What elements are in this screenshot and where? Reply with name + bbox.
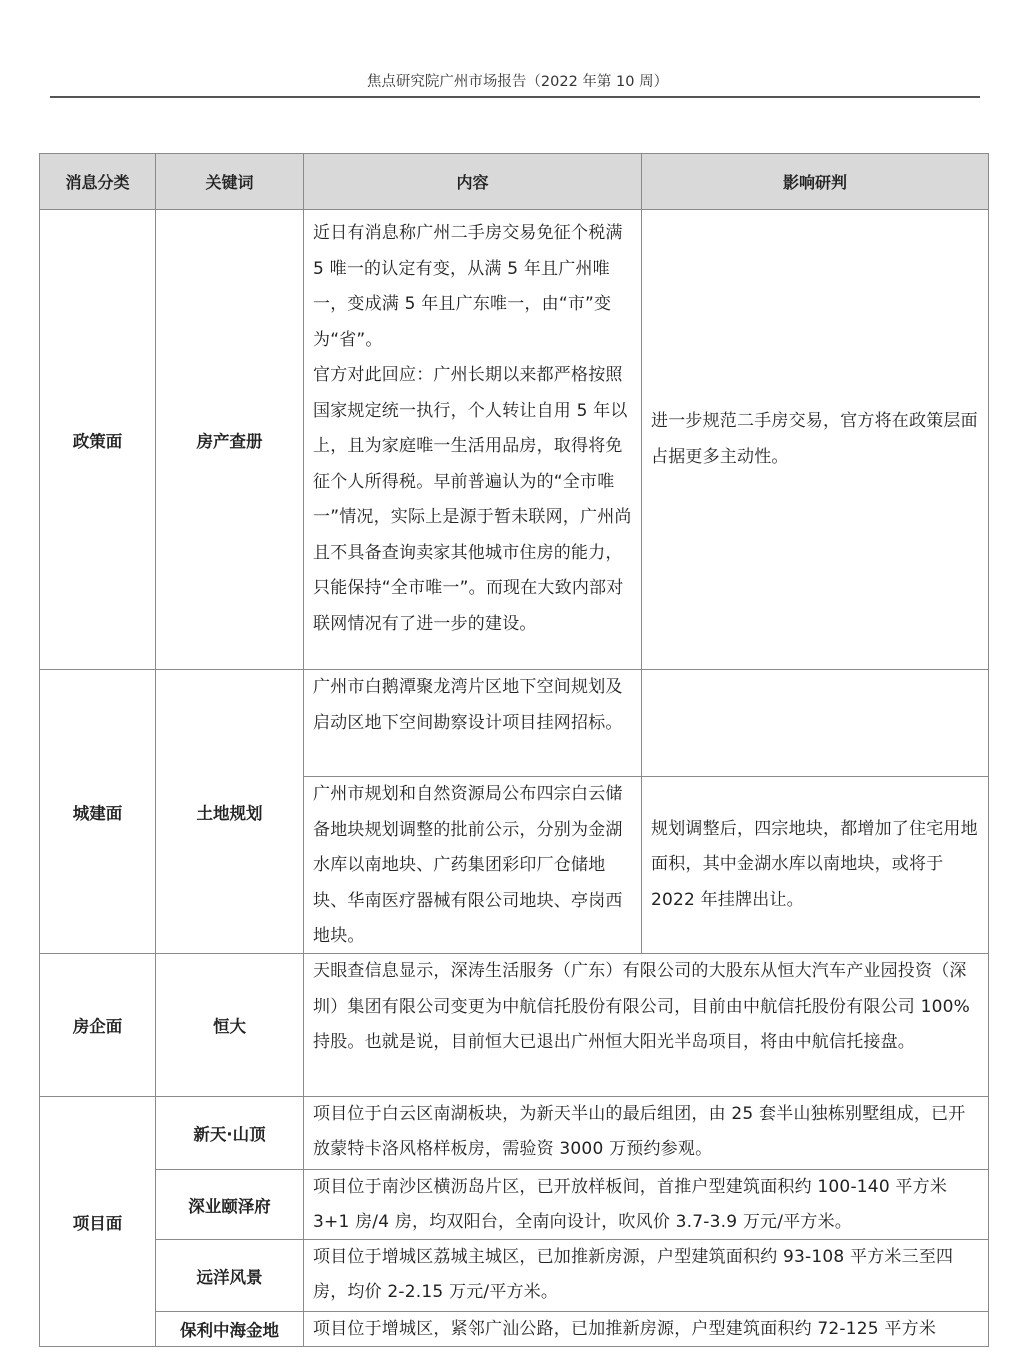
content-text: 天眼查信息显示，深涛生活服务（广东）有限公司的大股东从恒大汽车产业园投资（深圳）集团有限公司变更为中航信托股份有限公司，目前由中航信托股份有限公司 100%持股。也就是说，目前恒大已退出广州恒大阳光半岛项目，将由中航信托接盘。 xyxy=(313,961,971,1052)
keyword-cell: 远洋风景 xyxy=(155,1239,304,1312)
content-text: 广州市白鹅潭聚龙湾片区地下空间规划及启动区地下空间勘察设计项目挂网招标。 xyxy=(313,677,623,733)
keyword-cell: 新天·山顶 xyxy=(155,1096,304,1170)
content-cell xyxy=(303,953,989,1097)
category-cell: 项目面 xyxy=(39,1096,156,1347)
impact-cell xyxy=(641,669,989,777)
impact-cell xyxy=(641,776,989,954)
column-header-impact: 影响研判 xyxy=(641,153,989,210)
category-cell: 政策面 xyxy=(39,209,156,670)
content-text: 项目位于南沙区横沥岛片区，已开放样板间，首推户型建筑面积约 100-140 平方米 3+1 房/4 房，均双阳台，全南向设计，吹风价 3.7-3.9 万元/平方米。 xyxy=(313,1177,948,1232)
content-paragraph: 官方对此回应：广州长期以来都严格按照国家规定统一执行，个人转让自用 5 年以上，且为家庭唯一生活用品房，取得将免征个人所得税。早前普遍认为的“全市唯一”情况，实际上是源于暂未联网，广州尚且不具备查询卖家其他城市住房的能力，只能保持“全市唯一”。而现在大致内部对联网情况有了进一步的建设。 xyxy=(313,365,632,634)
category-cell: 城建面 xyxy=(39,669,156,954)
column-header-category: 消息分类 xyxy=(39,153,156,210)
content-text: 广州市规划和自然资源局公布四宗白云储备地块规划调整的批前公示，分别为金湖水库以南地块、广药集团彩印厂仓储地块、华南医疗器械有限公司地块、亭岗西地块。 xyxy=(313,784,623,946)
news-table xyxy=(39,153,989,1347)
content-paragraph: 近日有消息称广州二手房交易免征个税满 5 唯一的认定有变，从满 5 年且广州唯一，变成满 5 年且广东唯一，由“市”变为“省”。 xyxy=(313,223,623,350)
impact-text: 规划调整后，四宗地块，都增加了住宅用地面积，其中金湖水库以南地块，或将于 2022 年挂牌出让。 xyxy=(651,818,978,910)
content-cell xyxy=(303,1311,989,1347)
column-header-keyword: 关键词 xyxy=(155,153,304,210)
report-header-title: 焦点研究院广州市场报告（2022 年第 10 周） xyxy=(366,74,669,90)
content-text: 项目位于增城区，紧邻广汕公路，已加推新房源，户型建筑面积约 72-125 平方米 xyxy=(313,1319,937,1339)
content-cell xyxy=(303,669,642,777)
content-cell xyxy=(303,1169,989,1240)
impact-text: 进一步规范二手房交易，官方将在政策层面占据更多主动性。 xyxy=(651,411,978,467)
keyword-cell: 房产查册 xyxy=(155,209,304,670)
content-cell xyxy=(303,1239,989,1312)
keyword-cell: 保利中海金地 xyxy=(155,1311,304,1347)
content-text: 项目位于增城区荔城主城区，已加推新房源，户型建筑面积约 93-108 平方米三至四房，均价 2-2.15 万元/平方米。 xyxy=(313,1247,954,1302)
content-cell xyxy=(303,1096,989,1170)
category-cell: 房企面 xyxy=(39,953,156,1097)
column-header-content: 内容 xyxy=(303,153,642,210)
content-text: 项目位于白云区南湖板块，为新天半山的最后组团，由 25 套半山独栋别墅组成，已开放蒙特卡洛风格样板房，需验资 3000 万预约参观。 xyxy=(313,1104,966,1159)
impact-cell xyxy=(641,209,989,670)
header-divider xyxy=(50,96,980,98)
content-cell xyxy=(303,776,642,954)
content-cell xyxy=(303,209,642,670)
keyword-cell: 土地规划 xyxy=(155,669,304,954)
keyword-cell: 深业颐泽府 xyxy=(155,1169,304,1240)
keyword-cell: 恒大 xyxy=(155,953,304,1097)
